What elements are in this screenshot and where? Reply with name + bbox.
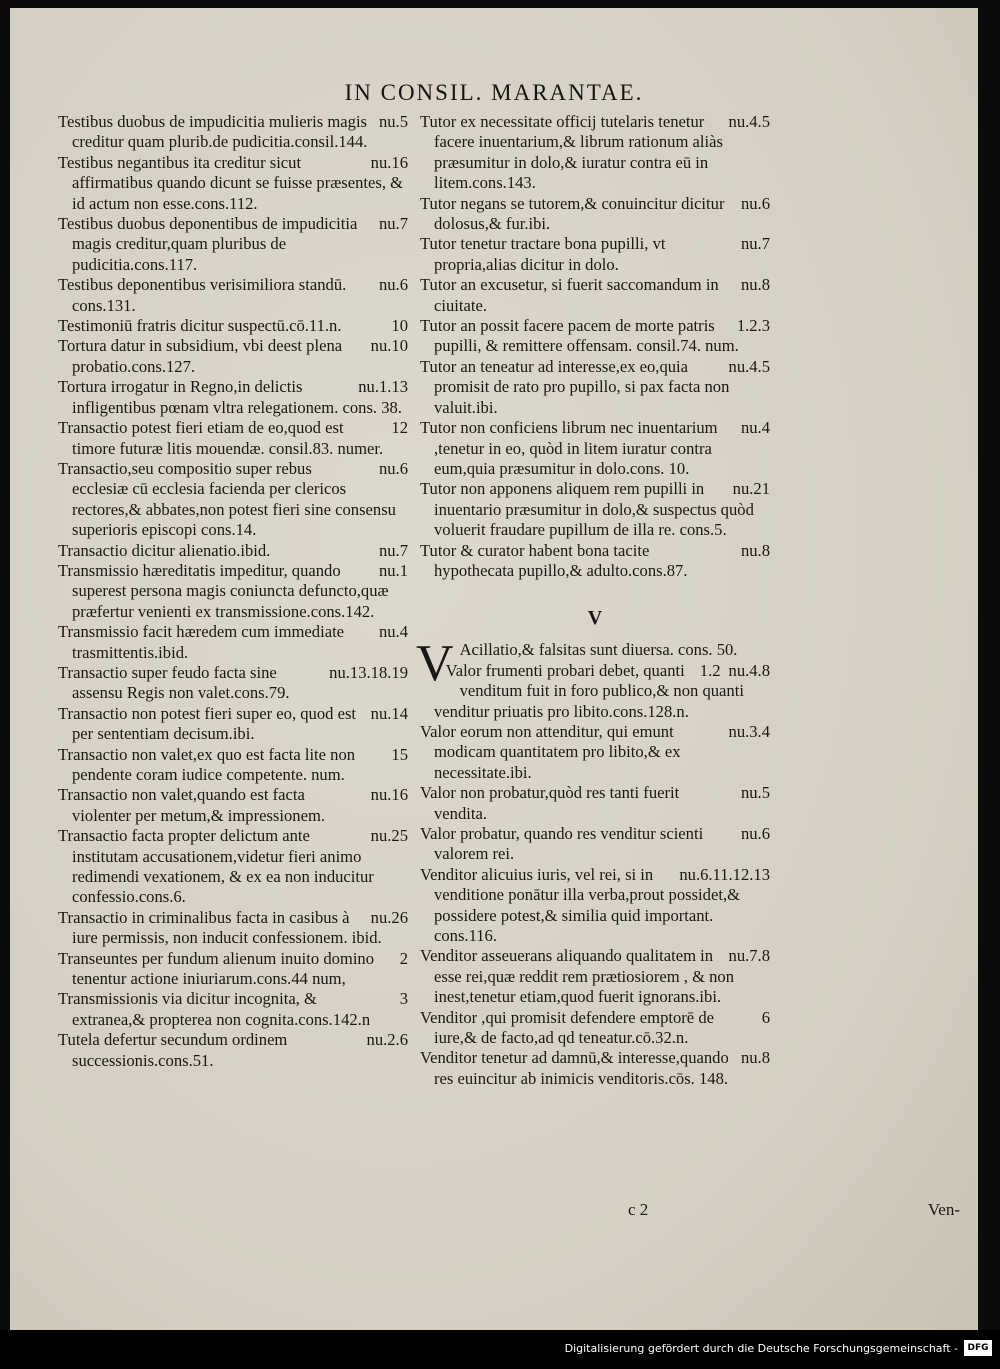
entry-reference: nu.6 bbox=[378, 458, 408, 478]
index-entry bbox=[58, 336, 408, 377]
entry-text: Transmissionis via dicitur incognita, & extranea,& propterea non cognita.cons.142.n bbox=[58, 989, 371, 1029]
entry-text: Transactio super feudo facta sine assensu Regis non valet.cons.79. bbox=[58, 662, 290, 703]
index-entry bbox=[58, 459, 408, 541]
entry-reference: nu.1 bbox=[378, 560, 408, 580]
entry-reference: nu.4 bbox=[378, 622, 408, 642]
left-column bbox=[58, 112, 408, 1071]
dfg-logo: DFG bbox=[964, 1340, 992, 1356]
index-entry bbox=[58, 785, 408, 826]
entry-text: Transmissio facit hæredem cum immediate trasmittentis.ibid. bbox=[58, 622, 345, 662]
entry-reference: nu.7.8 bbox=[728, 946, 770, 966]
entry-text: Testimoniū fratris dicitur suspectū.cō.11.n. bbox=[58, 316, 342, 336]
entry-reference: nu.5 bbox=[378, 112, 408, 131]
entry-text: Transactio non potest fieri super eo, quod est per sententiam decisum.ibi. bbox=[58, 703, 357, 744]
entry-reference: nu.4.8 bbox=[728, 660, 770, 680]
entry-reference: nu.5 bbox=[740, 783, 770, 803]
entry-reference: nu.4 bbox=[740, 418, 770, 438]
entry-reference: nu.1.13 bbox=[358, 377, 408, 397]
index-entry bbox=[420, 722, 770, 783]
index-entry bbox=[58, 745, 408, 786]
entry-text: Testibus duobus deponentibus de impudicitia magis creditur,quam pluribus de pudicitia.cons.117. bbox=[58, 214, 358, 274]
entry-text: Valor frumenti probari debet, quanti venditum fuit in foro publico,& non quanti venditur priuatis pro libito.cons.128.n. bbox=[434, 660, 744, 721]
index-entry bbox=[420, 275, 770, 316]
entry-reference: nu.7 bbox=[378, 540, 408, 560]
index-entry bbox=[58, 908, 408, 949]
index-entry bbox=[420, 783, 770, 824]
index-entry bbox=[420, 865, 770, 947]
index-entry bbox=[420, 112, 770, 194]
entry-text: Transmissio hæreditatis impeditur, quando superest persona magis coniuncta defuncto,quæ præfertur venienti ex transmissione.cons.142. bbox=[58, 560, 389, 621]
index-entry bbox=[58, 989, 408, 1030]
entry-text: Testibus duobus de impudicitia mulieris magis creditur quam plurib.de pudicitia.consil.144. bbox=[58, 112, 368, 152]
entry-reference: nu.13.18.19 bbox=[329, 662, 408, 682]
right-column bbox=[416, 112, 770, 1089]
signature-mark: c 2 bbox=[628, 1200, 649, 1219]
entry-reference: 2 bbox=[399, 948, 408, 968]
index-entry bbox=[58, 214, 408, 275]
entry-text: Testibus deponentibus verisimiliora standū. cons.131. bbox=[58, 275, 347, 315]
index-entry bbox=[58, 1030, 408, 1071]
entry-text: Venditor alicuius iuris, vel rei, si in venditione ponātur illa verba,prout possidet,& possidere potest,& similia quid important. cons.116. bbox=[420, 864, 740, 946]
entry-text: Tutela defertur secundum ordinem successionis.cons.51. bbox=[58, 1030, 288, 1070]
entry-text: Transactio non valet,ex quo est facta lite non pendente coram iudice competente. num. bbox=[58, 744, 356, 784]
entry-reference: nu.8 bbox=[740, 540, 770, 560]
book-page bbox=[10, 8, 978, 1330]
index-entry bbox=[58, 561, 408, 622]
entry-text: Tutor an possit facere pacem de morte patris pupilli, & remittere offensam. consil.74. num. bbox=[420, 316, 739, 356]
entry-text: Valor probatur, quando res venditur scienti valorem rei. bbox=[420, 824, 704, 864]
entry-text: Tutor negans se tutorem,& conuincitur dicitur dolosus,& fur.ibi. bbox=[420, 193, 725, 234]
entry-text: Tortura irrogatur in Regno,in delictis infligentibus pœnam vltra relegationem. cons. 38. bbox=[58, 377, 402, 417]
entry-reference: nu.8 bbox=[740, 275, 770, 295]
entry-text: Testibus negantibus ita creditur sicut affirmatibus quando dicunt se fuisse præsentes, & id actum non esse.cons.112. bbox=[58, 152, 404, 213]
entry-text: Tutor non apponens aliquem rem pupilli in inuentario præsumitur in dolo,& suspectus quòd voluerit fraudare pupillum de illa re. cons.5. bbox=[420, 479, 754, 540]
index-entry bbox=[58, 418, 408, 459]
entry-reference: nu.21 bbox=[732, 479, 770, 499]
index-entry bbox=[58, 112, 408, 153]
entry-reference: 6 bbox=[761, 1007, 770, 1027]
entry-reference: nu.4.5 bbox=[728, 112, 770, 131]
entry-text: Transactio dicitur alienatio.ibid. bbox=[58, 540, 271, 560]
section-heading-v: V bbox=[587, 607, 603, 630]
entry-text: Transactio potest fieri etiam de eo,quod est timore futuræ litis mouendæ. consil.83. numer. bbox=[58, 418, 384, 458]
entry-reference: nu.6 bbox=[740, 193, 770, 213]
entry-text: Tutor tenetur tractare bona pupilli, vt propria,alias dicitur in dolo. bbox=[420, 234, 666, 274]
entry-text: Acillatio,& falsitas sunt diuersa. cons. 50. bbox=[459, 640, 738, 660]
index-entry bbox=[420, 661, 770, 722]
index-entry bbox=[58, 663, 408, 704]
entry-text: Tutor an excusetur, si fuerit saccomandum in ciuitate. bbox=[420, 275, 719, 315]
entry-text: Transactio facta propter delictum ante institutam accusationem,videtur fieri animo redimendi vexationem, & ex ea non inducitur confessio.cons.6. bbox=[58, 826, 374, 907]
index-entry bbox=[58, 622, 408, 663]
running-header: IN CONSIL. MARANTAE. bbox=[344, 80, 644, 105]
entry-text: Transeuntes per fundum alienum inuito domino tenentur actione iniuriarum.cons.44 num, bbox=[58, 948, 375, 989]
entry-text: Tortura datur in subsidium, vbi deest plena probatio.cons.127. bbox=[58, 336, 343, 376]
entry-text: Venditor asseuerans aliquando qualitatem in esse rei,quæ reddit rem prætiosiorem , & non inest,tenetur etiam,quod fuerit ignorans.ibi. bbox=[420, 946, 735, 1007]
entry-reference: nu.7 bbox=[378, 214, 408, 234]
entry-reference: nu.4.5 bbox=[728, 356, 770, 376]
entry-reference: nu.7 bbox=[740, 234, 770, 254]
v-entries bbox=[420, 661, 770, 1090]
entry-reference: nu.25 bbox=[370, 826, 408, 846]
index-entry bbox=[58, 949, 408, 990]
entry-reference: nu.26 bbox=[370, 907, 408, 927]
entry-text: Valor eorum non attenditur, qui emunt modicam quantitatem pro libito,& ex necessitate.ibi. bbox=[420, 721, 681, 782]
index-entry bbox=[420, 1008, 770, 1049]
index-entry bbox=[58, 704, 408, 745]
entry-reference: nu.3.4 bbox=[728, 721, 770, 741]
entry-reference: 10 bbox=[391, 316, 408, 336]
entry-reference: nu.6 bbox=[378, 275, 408, 295]
entry-reference: nu.6 bbox=[740, 824, 770, 843]
entry-reference: 15 bbox=[391, 744, 408, 764]
entry-reference: 3 bbox=[399, 989, 408, 1009]
entry-reference: 12 bbox=[391, 418, 408, 438]
index-entry bbox=[420, 418, 770, 479]
entry-reference: nu.16 bbox=[370, 152, 408, 172]
entry-reference: 1.2.3 bbox=[736, 316, 770, 336]
index-entry bbox=[420, 946, 770, 1007]
entry-text: Valor non probatur,quòd res tanti fuerit vendita. bbox=[420, 783, 680, 823]
entry-text: Tutor ex necessitate officij tutelaris tenetur facere inuentarium,& librum rationum aliàs præsumitur in dolo,& iuratur contra eū in litem.cons.143. bbox=[420, 112, 723, 193]
index-entry bbox=[58, 153, 408, 214]
entry-reference: nu.8 bbox=[740, 1048, 770, 1068]
index-entry bbox=[420, 479, 770, 540]
index-entry bbox=[58, 377, 408, 418]
entry-reference: nu.6.11.12.13 bbox=[679, 864, 770, 884]
entry-text: Venditor ,qui promisit defendere emptorē de iure,& de facto,ad qd teneatur.cō.32.n. bbox=[420, 1007, 714, 1048]
index-entry bbox=[420, 357, 770, 418]
entry-text: Transactio,seu compositio super rebus ecclesiæ cū ecclesia facienda per clericos rectores,& abbates,non potest fieri sine consensu superioris episcopi cons.14. bbox=[58, 458, 396, 540]
entry-reference: nu.10 bbox=[370, 336, 408, 356]
entry-text: Venditor tenetur ad damnū,& interesse,quando res euincitur ab inimicis venditoris.cōs. 148. bbox=[420, 1048, 729, 1088]
index-entry bbox=[420, 541, 770, 582]
index-entry bbox=[420, 234, 770, 275]
funding-credit: Digitalisierung gefördert durch die Deutsche Forschungsgemeinschaft - bbox=[564, 1342, 958, 1355]
index-entry bbox=[420, 194, 770, 235]
entry-text: Tutor non conficiens librum nec inuentarium ,tenetur in eo, quòd in litem iuratur contra eum,quia præsumitur in dolo.cons. 10. bbox=[420, 418, 718, 478]
index-entry bbox=[58, 275, 408, 316]
entry-text: Transactio non valet,quando est facta violenter per metum,& impressionem. bbox=[58, 785, 325, 825]
entry-reference: nu.14 bbox=[370, 703, 408, 723]
drop-capital: V bbox=[416, 635, 454, 693]
entry-reference: 1.2 bbox=[699, 660, 721, 680]
index-entry bbox=[420, 316, 770, 357]
entry-reference: nu.16 bbox=[370, 785, 408, 805]
index-entry bbox=[420, 824, 770, 865]
index-entry bbox=[58, 826, 408, 908]
catchword: Ven- bbox=[927, 1200, 960, 1219]
index-entry bbox=[420, 1048, 770, 1089]
entry-reference: nu.2.6 bbox=[366, 1030, 408, 1050]
entry-text: Tutor an teneatur ad interesse,ex eo,quia promisit de rato pro pupillo, si pax facta non valuit.ibi. bbox=[420, 356, 730, 417]
index-entry bbox=[58, 316, 408, 336]
entry-text: Tutor & curator habent bona tacite hypothecata pupillo,& adulto.cons.87. bbox=[420, 540, 688, 580]
entry-text: Transactio in criminalibus facta in casibus à iure permissis, non inducit confessionem. ibid. bbox=[58, 907, 382, 948]
credit-bar bbox=[0, 1330, 1000, 1369]
index-entry bbox=[58, 541, 408, 561]
tutor-entries bbox=[420, 112, 770, 581]
